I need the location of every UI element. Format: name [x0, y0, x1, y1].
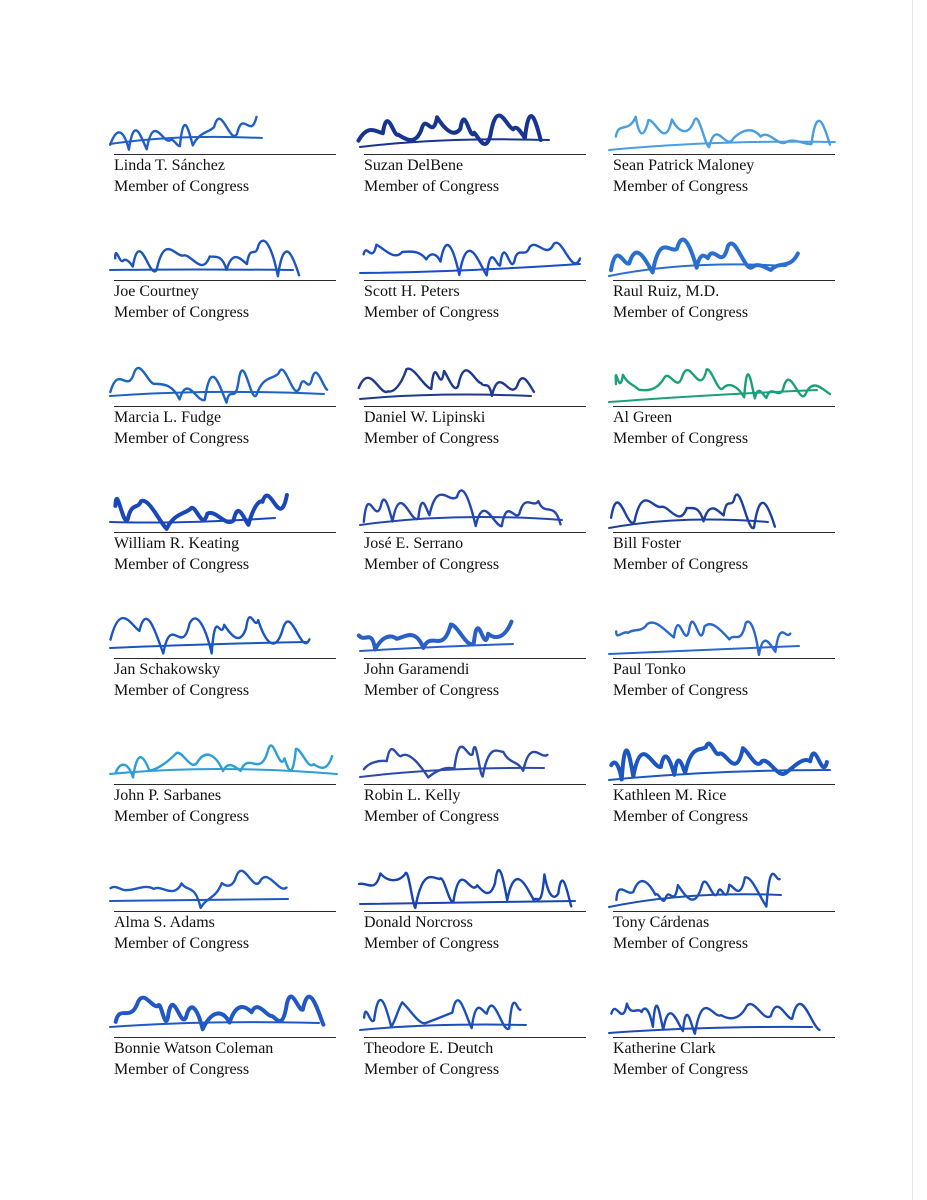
signer-name: Jan Schakowsky: [114, 661, 221, 678]
signature-block: [114, 590, 344, 716]
handwritten-signature: [601, 338, 851, 416]
signer-name: Sean Patrick Maloney: [613, 157, 755, 174]
signer-name: Kathleen M. Rice: [613, 787, 727, 804]
signature-line: [114, 658, 336, 659]
signer-role: Member of Congress: [114, 682, 250, 699]
signature-block: [114, 86, 344, 212]
handwritten-signature: [601, 716, 851, 794]
signer-name: Tony Cárdenas: [613, 914, 710, 931]
signer-name: Al Green: [613, 409, 673, 426]
signer-name: Theodore E. Deutch: [364, 1040, 494, 1057]
signer-role: Member of Congress: [613, 304, 749, 321]
signature-line: [613, 280, 835, 281]
signer-role: Member of Congress: [613, 430, 749, 447]
signature-line: [114, 154, 336, 155]
signature-block: [114, 843, 344, 969]
signature-line: [114, 911, 336, 912]
signature-block: [114, 969, 344, 1095]
signature-block: [613, 464, 843, 590]
signature-block: [114, 464, 344, 590]
handwritten-signature: [352, 590, 602, 668]
handwritten-signature: [601, 464, 851, 542]
handwritten-signature: [352, 969, 602, 1047]
signature-line: [613, 154, 835, 155]
handwritten-signature: [601, 212, 851, 290]
signature-block: [364, 590, 594, 716]
signer-role: Member of Congress: [613, 1061, 749, 1078]
signer-name: Joe Courtney: [114, 283, 199, 300]
signature-block: [613, 843, 843, 969]
signature-line: [114, 784, 336, 785]
signature-line: [364, 154, 586, 155]
signature-line: [613, 784, 835, 785]
handwritten-signature: [601, 86, 851, 164]
signature-line: [364, 1037, 586, 1038]
signature-line: [613, 658, 835, 659]
signature-block: [613, 86, 843, 212]
signer-role: Member of Congress: [613, 808, 749, 825]
signer-role: Member of Congress: [613, 682, 749, 699]
signature-line: [613, 1037, 835, 1038]
signer-role: Member of Congress: [364, 682, 500, 699]
handwritten-signature: [352, 338, 602, 416]
signer-name: Bill Foster: [613, 535, 682, 552]
signer-role: Member of Congress: [364, 178, 500, 195]
signer-name: Bonnie Watson Coleman: [114, 1040, 274, 1057]
signer-role: Member of Congress: [613, 556, 749, 573]
signature-block: [114, 212, 344, 338]
signature-block: [613, 716, 843, 842]
signature-block: [364, 969, 594, 1095]
handwritten-signature: [102, 86, 352, 164]
signer-name: John P. Sarbanes: [114, 787, 222, 804]
signature-line: [364, 532, 586, 533]
handwritten-signature: [352, 86, 602, 164]
handwritten-signature: [102, 464, 352, 542]
handwritten-signature: [601, 590, 851, 668]
signer-name: John Garamendi: [364, 661, 470, 678]
signature-block: [613, 338, 843, 464]
signer-name: Paul Tonko: [613, 661, 686, 678]
signature-block: [364, 212, 594, 338]
signer-name: Marcia L. Fudge: [114, 409, 222, 426]
handwritten-signature: [102, 843, 352, 921]
signer-name: Donald Norcross: [364, 914, 473, 931]
signature-line: [364, 911, 586, 912]
signer-name: Suzan DelBene: [364, 157, 464, 174]
signer-role: Member of Congress: [364, 808, 500, 825]
handwritten-signature: [102, 590, 352, 668]
signature-block: [364, 843, 594, 969]
handwritten-signature: [352, 464, 602, 542]
signature-line: [613, 532, 835, 533]
signature-line: [364, 784, 586, 785]
signer-role: Member of Congress: [364, 430, 500, 447]
signer-role: Member of Congress: [114, 556, 250, 573]
signature-line: [114, 532, 336, 533]
signature-block: [613, 969, 843, 1095]
signer-name: Katherine Clark: [613, 1040, 716, 1057]
signature-line: [364, 658, 586, 659]
signer-role: Member of Congress: [114, 304, 250, 321]
signature-line: [364, 406, 586, 407]
signer-role: Member of Congress: [364, 304, 500, 321]
handwritten-signature: [102, 969, 352, 1047]
signer-role: Member of Congress: [364, 556, 500, 573]
signature-line: [364, 280, 586, 281]
signer-name: José E. Serrano: [364, 535, 464, 552]
handwritten-signature: [352, 716, 602, 794]
signature-line: [114, 1037, 336, 1038]
signer-role: Member of Congress: [364, 1061, 500, 1078]
signature-block: [114, 338, 344, 464]
handwritten-signature: [601, 843, 851, 921]
handwritten-signature: [352, 843, 602, 921]
handwritten-signature: [102, 338, 352, 416]
signature-line: [613, 911, 835, 912]
signer-role: Member of Congress: [114, 430, 250, 447]
handwritten-signature: [102, 212, 352, 290]
signer-role: Member of Congress: [364, 935, 500, 952]
signer-role: Member of Congress: [114, 808, 250, 825]
handwritten-signature: [601, 969, 851, 1047]
signer-name: Linda T. Sánchez: [114, 157, 225, 174]
signer-role: Member of Congress: [114, 178, 250, 195]
signature-line: [114, 280, 336, 281]
signature-block: [114, 716, 344, 842]
signature-block: [364, 338, 594, 464]
signature-block: [364, 716, 594, 842]
handwritten-signature: [352, 212, 602, 290]
signer-name: William R. Keating: [114, 535, 240, 552]
signer-role: Member of Congress: [114, 1061, 250, 1078]
handwritten-signature: [102, 716, 352, 794]
signer-name: Daniel W. Lipinski: [364, 409, 486, 426]
signer-name: Raul Ruiz, M.D.: [613, 283, 720, 300]
signature-block: [364, 464, 594, 590]
signature-block: [613, 590, 843, 716]
signature-line: [613, 406, 835, 407]
signer-role: Member of Congress: [114, 935, 250, 952]
signer-name: Scott H. Peters: [364, 283, 460, 300]
signer-name: Alma S. Adams: [114, 914, 215, 931]
signature-block: [364, 86, 594, 212]
signer-role: Member of Congress: [613, 178, 749, 195]
signer-name: Robin L. Kelly: [364, 787, 461, 804]
signature-block: [613, 212, 843, 338]
signature-line: [114, 406, 336, 407]
signer-role: Member of Congress: [613, 935, 749, 952]
